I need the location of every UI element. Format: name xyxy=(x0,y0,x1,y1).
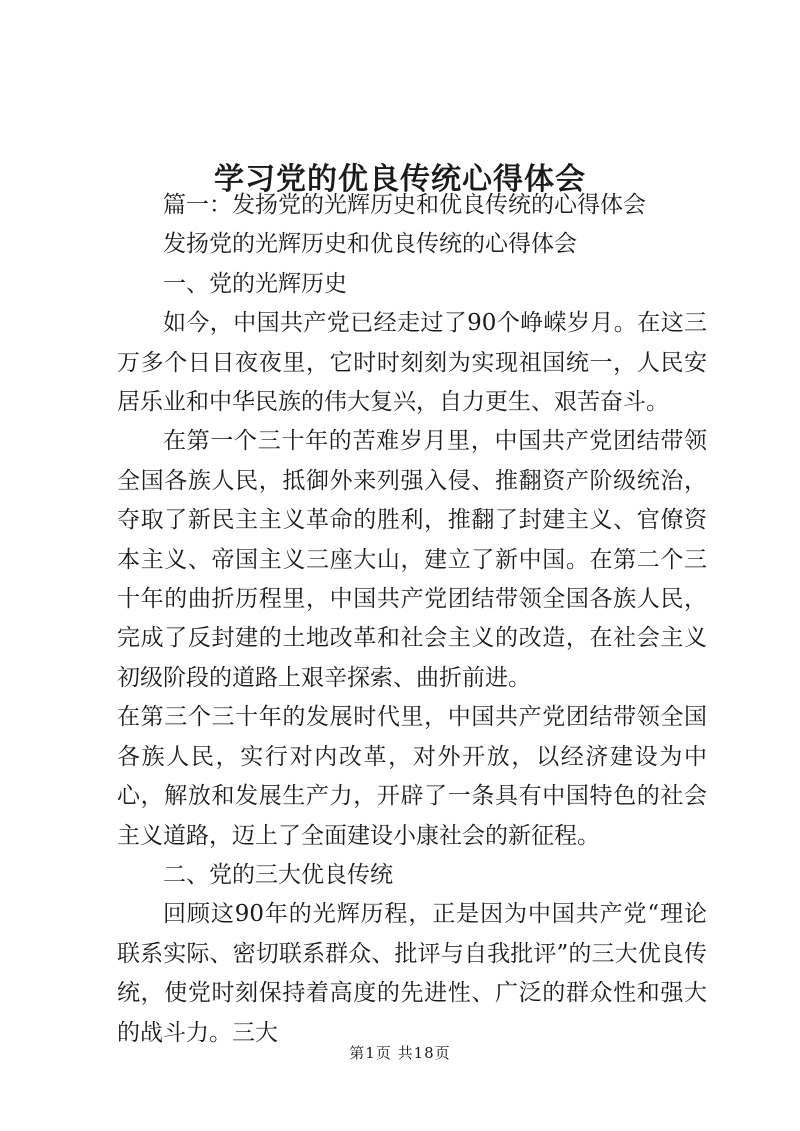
document-body xyxy=(117,186,707,1053)
paragraph-90-years: 如今，中国共产党已经走过了90个峥嵘岁月。在这三万多个日日夜夜里，它时时刻刻为实现祖国统一，人民安居乐业和中华民族的伟大复兴，自力更生、艰苦奋斗。 xyxy=(117,310,707,416)
paragraph-heading-history: 一、党的光辉历史 xyxy=(163,270,347,297)
paragraph-heading-traditions: 二、党的三大优良传统 xyxy=(163,861,393,888)
document-title: 学习党的优良传统心得体会 xyxy=(214,162,586,198)
paragraph-section-heading: 篇一：发扬党的光辉历史和优良传统的心得体会 xyxy=(163,192,646,218)
paragraph-review-90-years: 回顾这90年的光辉历程，正是因为中国共产党“理论联系实际、密切联系群众、批评与自我批评”的三大优良传统，使党时刻保持着高度的先进性、广泛的群众性和强大的战斗力。三大 xyxy=(117,901,707,1046)
paragraph-first-second-thirty-years: 在第一个三十年的苦难岁月里，中国共产党团结带领全国各族人民，抵御外来列强入侵、推翻资产阶级统治，夺取了新民主主义革命的胜利，推翻了封建主义、官僚资本主义、帝国主义三座大山，建立了新中国。在第二个三十年的曲折历程里，中国共产党团结带领全国各族人民，完成了反封建的土地改革和社会主义的改造，在社会主义初级阶段的道路上艰辛探索、曲折前进。 xyxy=(117,428,707,691)
page-footer: 第1页 共18页 xyxy=(349,1044,451,1062)
paragraph-third-thirty-years: 在第三个三十年的发展时代里，中国共产党团结带领全国各族人民，实行对内改革，对外开放，以经济建设为中心，解放和发展生产力，开辟了一条具有中国特色的社会主义道路，迈上了全面建设小康社会的新征程。 xyxy=(117,704,707,849)
paragraph-subtitle: 发扬党的光辉历史和优良传统的心得体会 xyxy=(163,231,577,258)
